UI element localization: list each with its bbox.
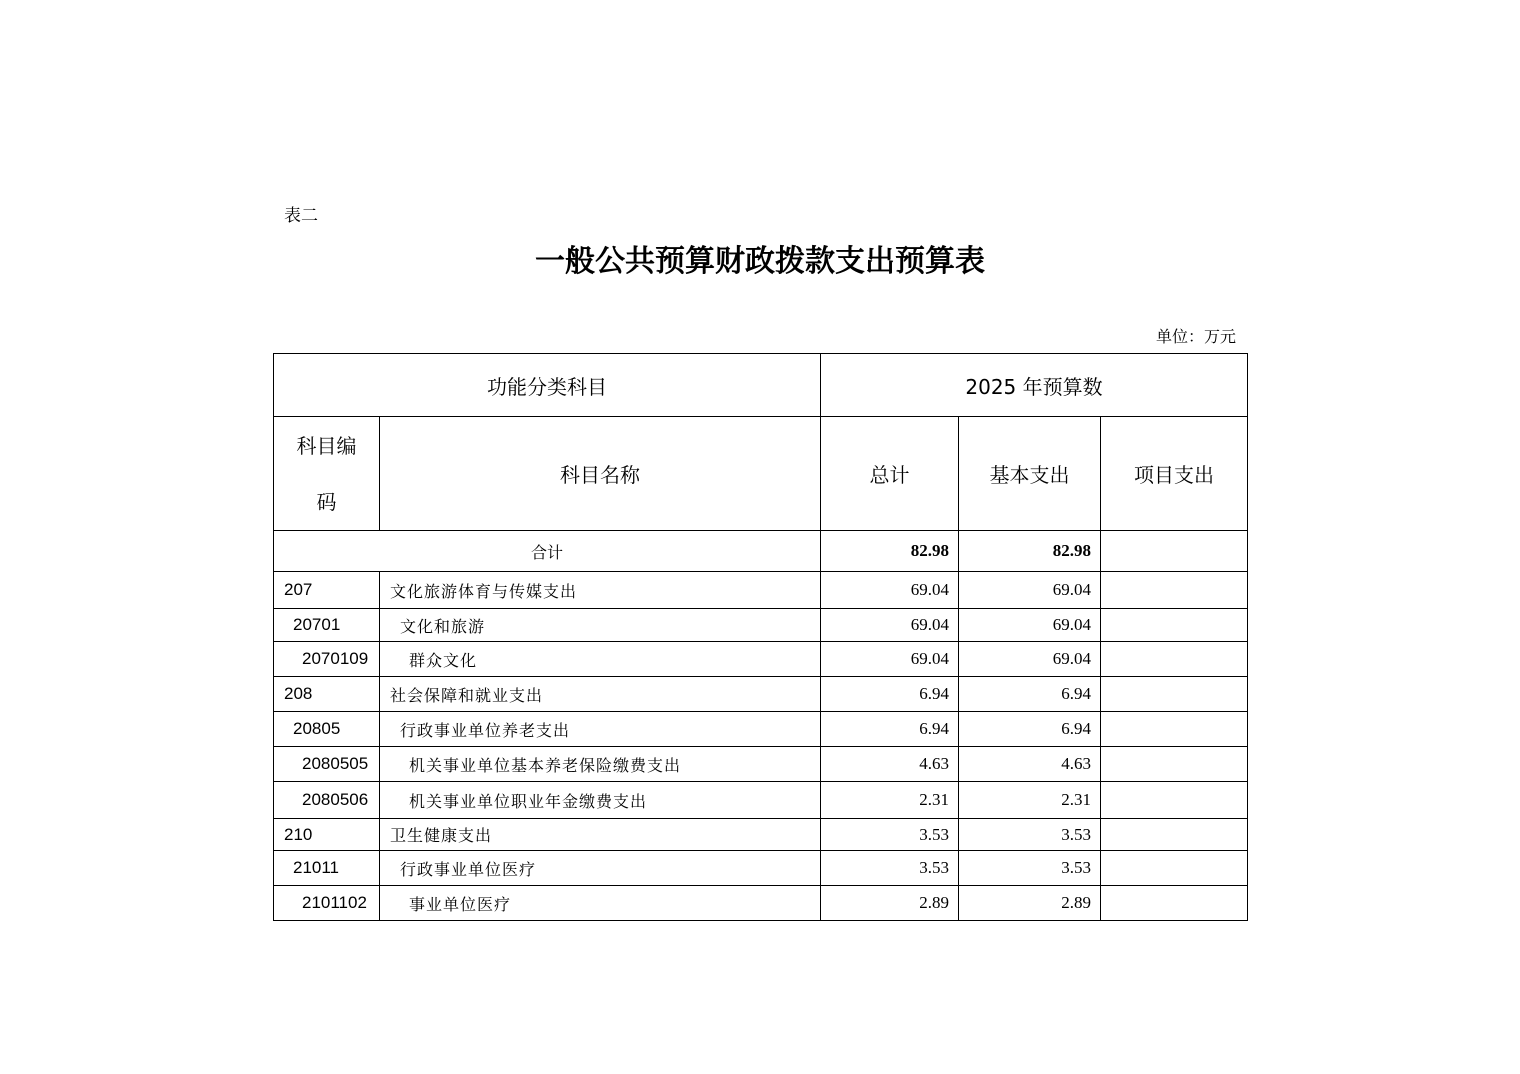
subject-name: 卫生健康支出 bbox=[380, 819, 821, 851]
subject-name: 机关事业单位基本养老保险缴费支出 bbox=[380, 747, 821, 782]
amount-basic: 2.31 bbox=[959, 782, 1101, 819]
subject-name: 文化旅游体育与传媒支出 bbox=[380, 572, 821, 609]
document-title: 一般公共预算财政拨款支出预算表 bbox=[535, 244, 985, 279]
amount-total: 3.53 bbox=[821, 851, 959, 886]
header-column-row bbox=[274, 417, 1248, 531]
amount-total: 2.31 bbox=[821, 782, 959, 819]
subject-code: 208 bbox=[274, 677, 380, 712]
amount-project bbox=[1101, 677, 1248, 712]
amount-basic: 6.94 bbox=[959, 677, 1101, 712]
subject-code: 2080505 bbox=[274, 747, 380, 782]
table-row bbox=[274, 609, 1248, 642]
amount-total: 6.94 bbox=[821, 677, 959, 712]
amount-total: 69.04 bbox=[821, 572, 959, 609]
table-row bbox=[274, 819, 1248, 851]
amount-basic: 6.94 bbox=[959, 712, 1101, 747]
total-amount: 82.98 bbox=[821, 531, 959, 572]
subject-code: 207 bbox=[274, 572, 380, 609]
subject-code: 2101102 bbox=[274, 886, 380, 921]
amount-basic: 4.63 bbox=[959, 747, 1101, 782]
amount-total: 6.94 bbox=[821, 712, 959, 747]
subject-name: 机关事业单位职业年金缴费支出 bbox=[380, 782, 821, 819]
unit-label: 单位：万元 bbox=[1155, 327, 1236, 346]
amount-project bbox=[1101, 712, 1248, 747]
subject-name: 事业单位医疗 bbox=[380, 886, 821, 921]
budget-table bbox=[273, 353, 1248, 921]
table-row bbox=[274, 851, 1248, 886]
table-row bbox=[274, 677, 1248, 712]
amount-project bbox=[1101, 782, 1248, 819]
table-number-label: 表二 bbox=[284, 206, 318, 226]
amount-project bbox=[1101, 851, 1248, 886]
total-row bbox=[274, 531, 1248, 572]
subject-name: 文化和旅游 bbox=[380, 609, 821, 642]
amount-project bbox=[1101, 747, 1248, 782]
amount-total: 69.04 bbox=[821, 642, 959, 677]
amount-basic: 69.04 bbox=[959, 642, 1101, 677]
subject-code: 210 bbox=[274, 819, 380, 851]
amount-project bbox=[1101, 886, 1248, 921]
amount-project bbox=[1101, 609, 1248, 642]
table-row bbox=[274, 642, 1248, 677]
amount-basic: 69.04 bbox=[959, 609, 1101, 642]
amount-project bbox=[1101, 642, 1248, 677]
subject-name: 群众文化 bbox=[380, 642, 821, 677]
header-group-row bbox=[274, 354, 1248, 417]
amount-basic: 3.53 bbox=[959, 851, 1101, 886]
amount-total: 4.63 bbox=[821, 747, 959, 782]
table-row bbox=[274, 886, 1248, 921]
header-subject-name: 科目名称 bbox=[380, 417, 821, 531]
total-basic: 82.98 bbox=[959, 531, 1101, 572]
amount-total: 2.89 bbox=[821, 886, 959, 921]
header-project-expenditure: 项目支出 bbox=[1101, 417, 1248, 531]
amount-project bbox=[1101, 819, 1248, 851]
amount-basic: 3.53 bbox=[959, 819, 1101, 851]
amount-basic: 69.04 bbox=[959, 572, 1101, 609]
table-row bbox=[274, 572, 1248, 609]
subject-name: 行政事业单位养老支出 bbox=[380, 712, 821, 747]
header-function-category: 功能分类科目 bbox=[274, 354, 821, 417]
subject-code: 20701 bbox=[274, 609, 380, 642]
amount-total: 69.04 bbox=[821, 609, 959, 642]
table-row bbox=[274, 712, 1248, 747]
table-row bbox=[274, 782, 1248, 819]
header-subject-code: 科目编码 bbox=[274, 417, 380, 531]
subject-code: 20805 bbox=[274, 712, 380, 747]
total-label: 合计 bbox=[274, 531, 821, 572]
total-project bbox=[1101, 531, 1248, 572]
subject-name: 社会保障和就业支出 bbox=[380, 677, 821, 712]
subject-name: 行政事业单位医疗 bbox=[380, 851, 821, 886]
amount-project bbox=[1101, 572, 1248, 609]
subject-code: 2070109 bbox=[274, 642, 380, 677]
header-budget-year: 2025 年预算数 bbox=[821, 354, 1248, 417]
amount-basic: 2.89 bbox=[959, 886, 1101, 921]
header-total: 总计 bbox=[821, 417, 959, 531]
subject-code: 21011 bbox=[274, 851, 380, 886]
subject-code: 2080506 bbox=[274, 782, 380, 819]
amount-total: 3.53 bbox=[821, 819, 959, 851]
header-basic-expenditure: 基本支出 bbox=[959, 417, 1101, 531]
table-row bbox=[274, 747, 1248, 782]
